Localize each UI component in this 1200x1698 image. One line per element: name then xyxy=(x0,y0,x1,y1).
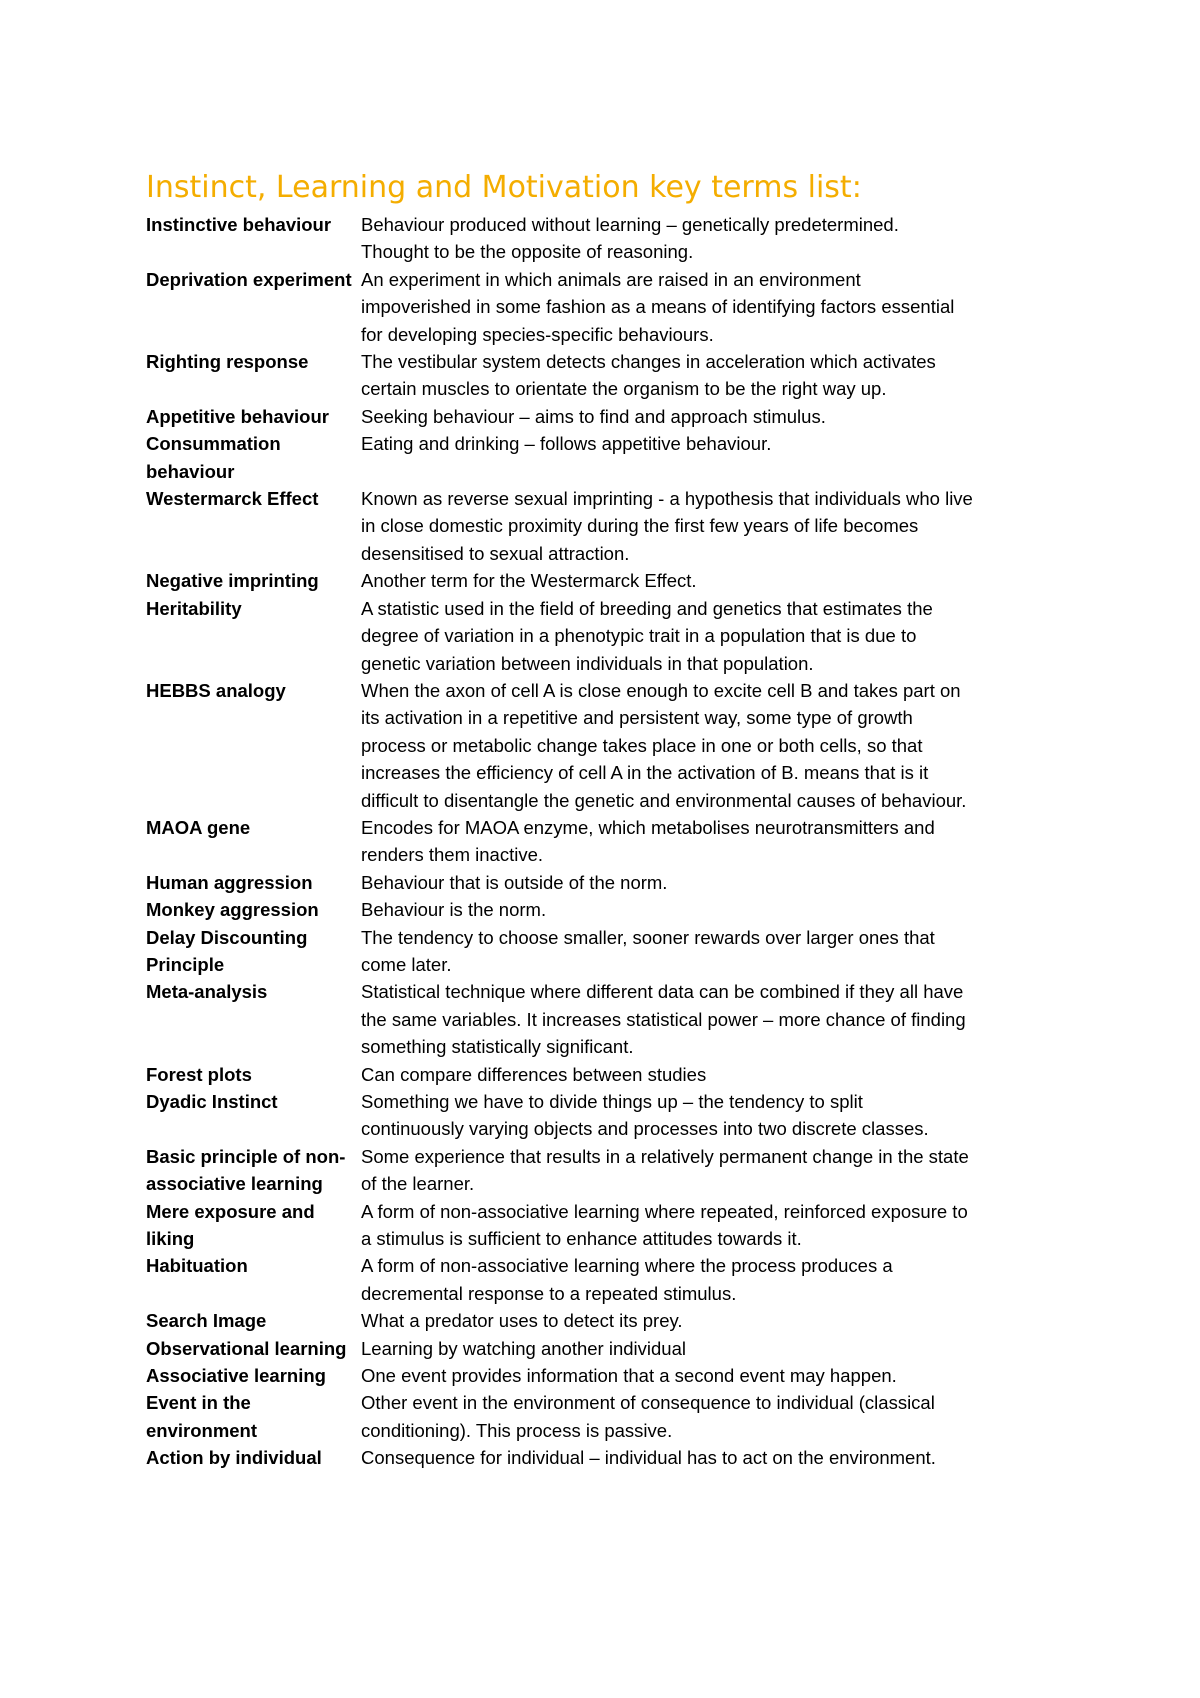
definition-line: Behaviour produced without learning – genetically predetermined. xyxy=(361,214,899,235)
term-name: Mere exposure and liking xyxy=(146,1200,315,1250)
document-title: Instinct, Learning and Motivation key terms list: xyxy=(146,170,862,205)
definition-line: Another term for the Westermarck Effect. xyxy=(361,570,697,592)
definition-line: renders them inactive. xyxy=(361,844,544,866)
term-definition xyxy=(361,211,1046,266)
term-definition xyxy=(361,978,1046,1060)
term-definition xyxy=(361,1389,1046,1444)
term-name: Dyadic Instinct xyxy=(146,1091,278,1112)
term-name: Basic principle of non-associative learning xyxy=(146,1145,346,1195)
term-name: Habituation xyxy=(146,1255,248,1277)
term-row xyxy=(146,485,1046,567)
definition-line: When the axon of cell A is close enough to excite cell B and takes part on xyxy=(361,679,961,701)
term-name: Delay Discounting Principle xyxy=(146,926,308,975)
definition-line: come later. xyxy=(361,953,452,975)
term-definition xyxy=(361,869,1046,896)
definition-line: Something we have to divide things up – the tendency to split xyxy=(361,1091,863,1112)
definition-line: decremental response to a repeated stimulus. xyxy=(361,1282,737,1304)
term-name: Action by individual xyxy=(146,1447,322,1469)
term-row xyxy=(146,1389,1046,1444)
term-definition xyxy=(361,595,1046,677)
term-definition xyxy=(361,677,1046,814)
term-row xyxy=(146,1252,1046,1307)
term-name: MAOA gene xyxy=(146,816,251,838)
term-definition xyxy=(361,430,1046,457)
term-definition xyxy=(361,1198,1046,1253)
term-row xyxy=(146,1198,1046,1253)
definition-line: for developing species-specific behaviours. xyxy=(361,323,714,345)
definition-line: Other event in the environment of consequence to individual (classical xyxy=(361,1392,935,1414)
definition-line: a stimulus is sufficient to enhance attitudes towards it. xyxy=(361,1228,802,1250)
term-definition xyxy=(361,1252,1046,1307)
definition-line: Statistical technique where different data can be combined if they all have xyxy=(361,981,964,1003)
term-definition xyxy=(361,403,1046,430)
definition-line: The vestibular system detects changes in acceleration which activates xyxy=(361,351,936,373)
term-name: Heritability xyxy=(146,597,242,619)
definition-line: something statistically significant. xyxy=(361,1036,634,1058)
term-row xyxy=(146,348,1046,403)
term-row xyxy=(146,1444,1046,1471)
term-row xyxy=(146,567,1046,594)
definition-line: Eating and drinking – follows appetitive behaviour. xyxy=(361,433,772,455)
term-name: HEBBS analogy xyxy=(146,679,286,701)
term-name: Observational learning xyxy=(146,1337,347,1359)
term-row xyxy=(146,1362,1046,1389)
definition-line: Behaviour that is outside of the norm. xyxy=(361,871,668,893)
term-definition xyxy=(361,814,1046,869)
term-definition xyxy=(361,1307,1046,1334)
term-definition xyxy=(361,485,1046,567)
definition-line: degree of variation in a phenotypic trait in a population that is due to xyxy=(361,625,917,647)
definition-line: A statistic used in the field of breeding and genetics that estimates the xyxy=(361,597,933,619)
term-row xyxy=(146,211,1046,266)
term-row xyxy=(146,403,1046,430)
term-row xyxy=(146,1143,1046,1198)
term-name: Appetitive behaviour xyxy=(146,405,329,427)
term-row xyxy=(146,1307,1046,1334)
term-name: Meta-analysis xyxy=(146,981,268,1003)
term-name: Associative learning xyxy=(146,1365,326,1387)
term-row xyxy=(146,266,1046,348)
definition-line: conditioning). This process is passive. xyxy=(361,1419,673,1441)
term-row xyxy=(146,896,1046,923)
definition-line: certain muscles to orientate the organism to be the right way up. xyxy=(361,378,887,400)
definition-line: Thought to be the opposite of reasoning. xyxy=(361,241,694,263)
term-name: Deprivation experiment xyxy=(146,268,352,290)
definition-line: A form of non-associative learning where repeated, reinforced exposure to xyxy=(361,1200,968,1222)
definition-line: increases the efficiency of cell A in the activation of B. means that is it xyxy=(361,762,929,784)
definition-line: difficult to disentangle the genetic and environmental causes of behaviour. xyxy=(361,789,967,811)
definition-line: A form of non-associative learning where the process produces a xyxy=(361,1255,893,1277)
term-row xyxy=(146,430,1046,485)
term-name: Search Image xyxy=(146,1310,267,1332)
definition-line: One event provides information that a second event may happen. xyxy=(361,1365,897,1387)
term-name: Forest plots xyxy=(146,1063,252,1085)
key-terms-list xyxy=(146,211,1046,1472)
term-name: Negative imprinting xyxy=(146,570,319,592)
term-name: Consummation behaviour xyxy=(146,433,281,482)
term-row xyxy=(146,924,1046,979)
definition-line: process or metabolic change takes place in one or both cells, so that xyxy=(361,734,923,756)
term-definition xyxy=(361,1088,1046,1143)
term-row xyxy=(146,1335,1046,1362)
term-definition xyxy=(361,1335,1046,1362)
term-definition xyxy=(361,1143,1046,1198)
term-row xyxy=(146,814,1046,869)
term-row xyxy=(146,869,1046,896)
term-definition xyxy=(361,348,1046,403)
term-row xyxy=(146,595,1046,677)
term-definition xyxy=(361,1061,1046,1088)
term-definition xyxy=(361,567,1046,594)
term-row xyxy=(146,677,1046,814)
definition-line: An experiment in which animals are raised in an environment xyxy=(361,268,861,290)
term-row xyxy=(146,1088,1046,1143)
definition-line: Learning by watching another individual xyxy=(361,1337,686,1359)
definition-line: The tendency to choose smaller, sooner rewards over larger ones that xyxy=(361,926,935,948)
definition-line: impoverished in some fashion as a means of identifying factors essential xyxy=(361,296,955,318)
definition-line: in close domestic proximity during the first few years of life becomes xyxy=(361,515,919,537)
term-definition xyxy=(361,1444,1046,1471)
definition-line: What a predator uses to detect its prey. xyxy=(361,1310,683,1332)
definition-line: Can compare differences between studies xyxy=(361,1063,707,1085)
term-name: Human aggression xyxy=(146,871,313,893)
term-name: Monkey aggression xyxy=(146,899,319,921)
definition-line: genetic variation between individuals in that population. xyxy=(361,652,814,674)
definition-line: Known as reverse sexual imprinting - a hypothesis that individuals who live xyxy=(361,488,973,510)
definition-line: the same variables. It increases statistical power – more chance of finding xyxy=(361,1008,966,1030)
definition-line: its activation in a repetitive and persistent way, some type of growth xyxy=(361,707,913,729)
definition-line: of the learner. xyxy=(361,1173,475,1195)
definition-line: Behaviour is the norm. xyxy=(361,899,547,921)
term-name: Righting response xyxy=(146,351,309,373)
definition-line: Seeking behaviour – aims to find and approach stimulus. xyxy=(361,405,826,427)
definition-line: Some experience that results in a relatively permanent change in the state xyxy=(361,1145,969,1167)
term-definition xyxy=(361,924,1046,979)
term-name: Event in the environment xyxy=(146,1392,258,1441)
definition-line: desensitised to sexual attraction. xyxy=(361,542,630,564)
term-definition xyxy=(361,896,1046,923)
term-row xyxy=(146,1061,1046,1088)
definition-line: continuously varying objects and processes into two discrete classes. xyxy=(361,1118,929,1140)
definition-line: Consequence for individual – individual has to act on the environment. xyxy=(361,1447,936,1469)
term-definition xyxy=(361,1362,1046,1389)
term-name: Instinctive behaviour xyxy=(146,214,332,235)
term-definition xyxy=(361,266,1046,348)
term-row xyxy=(146,978,1046,1060)
definition-line: Encodes for MAOA enzyme, which metabolises neurotransmitters and xyxy=(361,816,935,838)
term-name: Westermarck Effect xyxy=(146,488,319,510)
